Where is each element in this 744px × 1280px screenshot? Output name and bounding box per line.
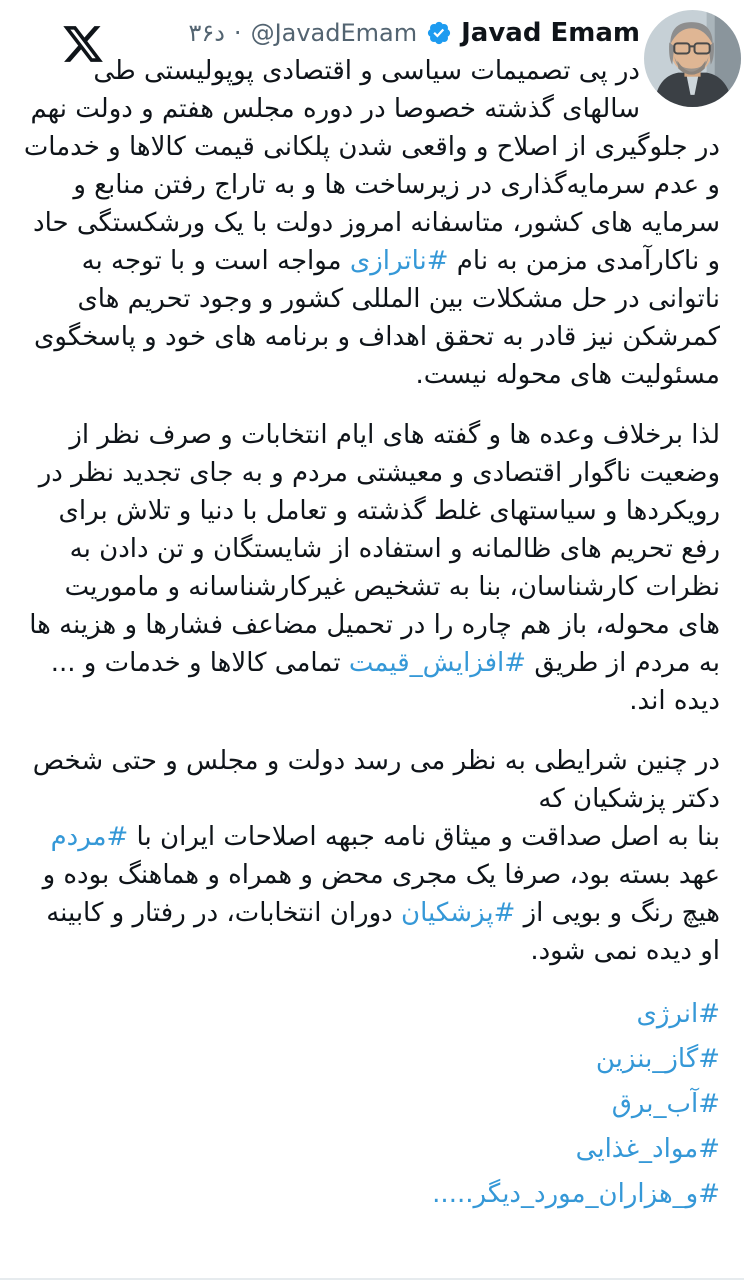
hashtag-link[interactable]: #مواد_غذایی <box>575 1134 720 1164</box>
post-paragraph <box>22 742 720 970</box>
hashtag-link[interactable]: #پزشکیان <box>400 898 516 928</box>
verified-badge-icon <box>426 20 452 46</box>
post-paragraph <box>22 52 720 394</box>
post-text-segment: در پی تصمیمات سیاسی و اقتصادی پوپولیستی طی سالهای گذشته خصوصا در دوره مجلس هفتم و دولت نهم در جلوگیری از اصلاح و واقعی شدن پلکانی قیمت کالاها و خدمات و عدم سرمایه‌گذاری در زیرساخت ها و به تاراج رفتن منابع و سرمایه های کشور، متاسفانه امروز دولت با یک ورشکستگی حاد و ناکارآمدی مزمن به نام <box>23 56 720 276</box>
hashtag-link[interactable]: #ناترازی <box>349 246 449 276</box>
post-text-segment: در چنین شرایطی به نظر می رسد دولت و مجلس و حتی شخص دکتر پزشکیان که <box>32 746 720 814</box>
post-text-segment: بنا به اصل صداقت و میثاق نامه جبهه اصلاحات ایران با <box>128 822 720 852</box>
post-text-segment: دوران انتخابات، در رفتار و کابینه او دیده نمی شود. <box>46 898 720 966</box>
avatar-spacer <box>640 10 720 112</box>
post-text-segment: تمامی کالاها و خدمات و ... دیده اند. <box>50 648 720 716</box>
hashtag-list <box>22 992 720 1217</box>
separator-dot: · <box>233 19 242 47</box>
user-handle[interactable]: @JavadEmam <box>250 19 418 47</box>
post-paragraph <box>22 416 720 720</box>
post-text-segment: مواجه است و با توجه به ناتوانی در حل مشکلات بین المللی کشور و وجود تحریم های کمرشکن نیز قادر به تحقق اهداف و برنامه های خود و پاسخگوی مسئولیت های محوله نیست. <box>34 246 720 390</box>
hashtag-link[interactable]: #انرژی <box>636 999 720 1029</box>
tweet-content <box>22 10 720 1217</box>
hashtag-link[interactable]: #و_هزاران_مورد_دیگر..... <box>432 1179 720 1209</box>
tweet-header <box>22 10 640 52</box>
display-name[interactable]: Javad Emam <box>461 18 640 48</box>
hashtag-link[interactable]: #گاز_بنزین <box>595 1044 720 1074</box>
hashtag-link[interactable]: #آب_برق <box>611 1089 720 1119</box>
post-text <box>22 52 720 970</box>
post-text-segment: لذا برخلاف وعده ها و گفته های ایام انتخابات و صرف نظر از وضعیت ناگوار اقتصادی و معیشتی مردم و به جای تجدید نظر در رویکردها و سیاستهای غلط گذشته و تعامل با دنیا و تلاش برای رفع تحریم های ظالمانه و استفاده از شایستگان و تن دادن به نظرات کارشناسان، بنا به تشخیص غیرکارشناسانه و ماموریت های محوله، باز هم چاره را در تحمیل مضاعف فشارها و هزینه ها به مردم از طریق <box>29 420 720 678</box>
hashtag-link[interactable]: #مردم <box>50 822 129 852</box>
post-text-segment: عهد بسته بود، صرفا یک مجری محض و همراه و هماهنگ بوده و هیچ رنگ و بویی از <box>42 860 720 928</box>
hashtag-link[interactable]: #افزایش_قیمت <box>348 648 527 678</box>
timestamp[interactable]: ۳۶د <box>188 19 225 47</box>
